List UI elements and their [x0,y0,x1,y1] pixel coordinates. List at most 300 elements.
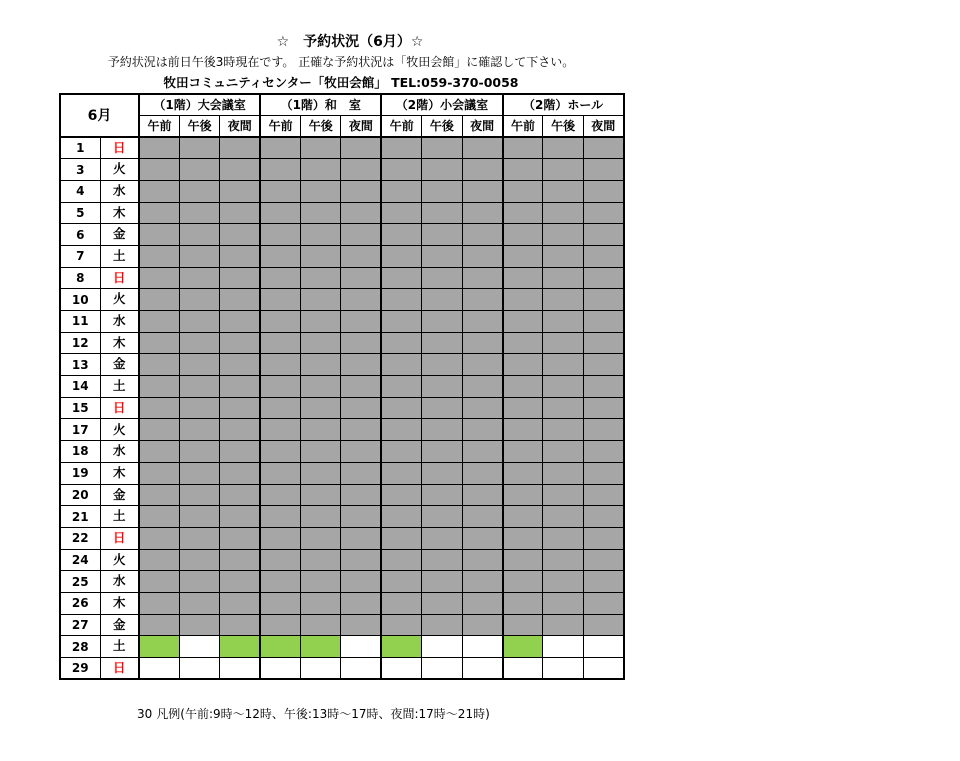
slot-cell [583,267,623,289]
day-number: 24 [60,549,100,571]
weekday: 金 [100,354,139,376]
slot-cell [583,159,623,181]
weekday: 水 [100,180,139,202]
slot-cell [503,506,543,528]
slot-cell [220,549,260,571]
slot-cell [301,354,341,376]
slot-cell [381,462,421,484]
slot-cell [139,484,179,506]
slot-cell [543,419,583,441]
slot-cell [503,549,543,571]
slot-cell [543,592,583,614]
slot-cell [139,462,179,484]
slot-cell [422,332,462,354]
slot-cell [301,159,341,181]
slot-cell [422,311,462,333]
slot-cell [381,636,421,658]
slot-cell [462,397,502,419]
slot-cell [583,658,623,680]
slot-cell [139,202,179,224]
slot-cell [179,354,219,376]
table-row [60,137,624,159]
slot-cell [381,311,421,333]
slot-cell [220,332,260,354]
slot-cell [543,354,583,376]
slot-cell [139,376,179,398]
slot-cell [301,636,341,658]
slot-cell [422,462,462,484]
slot-cell [260,202,300,224]
slot-cell [139,354,179,376]
slot-cell [301,484,341,506]
weekday: 土 [100,245,139,267]
slot-cell [381,376,421,398]
slot-cell [260,332,300,354]
slot-cell [422,289,462,311]
slot-cell [503,245,543,267]
slot-cell [220,311,260,333]
slot-cell [220,571,260,593]
table-row [60,484,624,506]
slot-cell [179,636,219,658]
slot-cell [462,506,502,528]
slot-cell [462,224,502,246]
slot-cell [179,462,219,484]
slot-cell [220,527,260,549]
slot-cell [301,614,341,636]
slot-header-afternoon: 午後 [179,115,219,137]
slot-cell [220,506,260,528]
slot-cell [341,354,381,376]
slot-cell [503,419,543,441]
reservation-table [59,93,625,680]
slot-cell [462,549,502,571]
table-row [60,462,624,484]
table-row [60,159,624,181]
slot-cell [260,267,300,289]
slot-cell [260,462,300,484]
table-row [60,224,624,246]
slot-cell [462,267,502,289]
slot-cell [583,224,623,246]
slot-cell [543,658,583,680]
slot-cell [139,419,179,441]
table-row [60,376,624,398]
slot-cell [341,484,381,506]
slot-cell [503,202,543,224]
slot-cell [543,137,583,159]
slot-cell [301,245,341,267]
slot-cell [301,224,341,246]
weekday: 木 [100,202,139,224]
slot-cell [179,549,219,571]
slot-cell [301,658,341,680]
slot-cell [503,267,543,289]
table-row [60,397,624,419]
weekday: 木 [100,462,139,484]
slot-cell [341,658,381,680]
slot-cell [381,658,421,680]
slot-cell [260,658,300,680]
slot-cell [381,245,421,267]
slot-cell [462,614,502,636]
slot-cell [260,571,300,593]
slot-cell [503,332,543,354]
slot-cell [381,571,421,593]
slot-cell [422,137,462,159]
slot-cell [260,311,300,333]
table-row [60,354,624,376]
slot-cell [260,636,300,658]
slot-cell [301,267,341,289]
slot-cell [139,571,179,593]
legend-number: 30 [137,707,153,721]
slot-cell [341,332,381,354]
slot-cell [583,137,623,159]
weekday: 日 [100,137,139,159]
slot-cell [543,614,583,636]
slot-header-evening: 夜間 [341,115,381,137]
slot-cell [422,484,462,506]
slot-cell [341,397,381,419]
slot-cell [543,180,583,202]
month-label: 6月 [60,94,139,137]
slot-cell [422,354,462,376]
slot-cell [179,527,219,549]
slot-cell [220,159,260,181]
day-number: 5 [60,202,100,224]
weekday: 日 [100,397,139,419]
room-header-hall: （2階）ホール [503,94,624,115]
slot-cell [341,527,381,549]
slot-cell [260,224,300,246]
slot-cell [543,441,583,463]
day-number: 15 [60,397,100,419]
slot-cell [543,397,583,419]
day-number: 13 [60,354,100,376]
slot-cell [422,441,462,463]
slot-cell [543,267,583,289]
slot-header-afternoon: 午後 [422,115,462,137]
slot-cell [503,311,543,333]
slot-cell [462,592,502,614]
slot-cell [301,462,341,484]
slot-cell [583,506,623,528]
slot-cell [341,441,381,463]
slot-cell [422,159,462,181]
slot-cell [179,137,219,159]
slot-cell [583,376,623,398]
weekday: 日 [100,267,139,289]
slot-cell [462,571,502,593]
slot-cell [583,202,623,224]
slot-cell [422,506,462,528]
slot-cell [341,376,381,398]
slot-cell [179,245,219,267]
slot-cell [462,289,502,311]
table-row [60,506,624,528]
day-number: 28 [60,636,100,658]
slot-cell [179,397,219,419]
slot-cell [341,159,381,181]
slot-cell [179,289,219,311]
slot-cell [503,397,543,419]
slot-cell [260,159,300,181]
slot-cell [139,549,179,571]
slot-cell [179,419,219,441]
slot-cell [462,419,502,441]
slot-cell [381,484,421,506]
slot-cell [422,614,462,636]
slot-cell [381,506,421,528]
slot-cell [422,658,462,680]
slot-cell [341,419,381,441]
slot-cell [543,245,583,267]
page-title: ☆ 予約状況（6月）☆ [276,34,424,50]
table-row [60,202,624,224]
slot-cell [583,289,623,311]
slot-cell [583,354,623,376]
slot-cell [381,354,421,376]
day-number: 10 [60,289,100,311]
slot-cell [220,397,260,419]
slot-cell [503,571,543,593]
slot-cell [503,441,543,463]
slot-cell [139,636,179,658]
table-row [60,636,624,658]
slot-cell [462,441,502,463]
slot-cell [503,180,543,202]
day-number: 29 [60,658,100,680]
slot-cell [583,397,623,419]
table-row [60,571,624,593]
slot-cell [422,636,462,658]
slot-cell [381,137,421,159]
slot-cell [543,159,583,181]
slot-cell [341,267,381,289]
slot-cell [422,397,462,419]
slot-cell [260,506,300,528]
day-number: 14 [60,376,100,398]
room-header-small-hall: （2階）小会議室 [381,94,502,115]
slot-cell [301,332,341,354]
slot-header-evening: 夜間 [583,115,623,137]
slot-cell [220,484,260,506]
slot-cell [381,224,421,246]
day-number: 8 [60,267,100,289]
slot-cell [422,571,462,593]
slot-cell [462,245,502,267]
slot-cell [301,180,341,202]
table-row [60,311,624,333]
slot-cell [301,202,341,224]
weekday: 土 [100,506,139,528]
slot-cell [422,202,462,224]
slot-header-morning: 午前 [381,115,421,137]
slot-cell [462,354,502,376]
slot-cell [139,658,179,680]
slot-cell [301,571,341,593]
slot-cell [260,354,300,376]
slot-cell [422,180,462,202]
day-number: 19 [60,462,100,484]
slot-cell [503,592,543,614]
slot-cell [139,397,179,419]
slot-cell [139,159,179,181]
slot-cell [462,137,502,159]
slot-header-afternoon: 午後 [301,115,341,137]
slot-cell [462,202,502,224]
slot-cell [462,311,502,333]
slot-cell [341,289,381,311]
slot-cell [422,592,462,614]
weekday: 日 [100,527,139,549]
slot-cell [220,267,260,289]
slot-cell [139,592,179,614]
slot-cell [503,289,543,311]
slot-cell [220,224,260,246]
table-row [60,245,624,267]
slot-cell [301,376,341,398]
slot-header-evening: 夜間 [220,115,260,137]
slot-cell [260,484,300,506]
slot-cell [583,441,623,463]
slot-cell [503,484,543,506]
slot-cell [260,441,300,463]
slot-cell [381,549,421,571]
slot-cell [220,180,260,202]
weekday: 土 [100,376,139,398]
slot-cell [583,636,623,658]
slot-cell [462,159,502,181]
weekday: 火 [100,419,139,441]
slot-cell [583,332,623,354]
slot-cell [462,180,502,202]
slot-cell [220,354,260,376]
slot-cell [301,592,341,614]
day-number: 1 [60,137,100,159]
header-row-rooms [60,94,624,115]
slot-cell [220,289,260,311]
slot-cell [543,224,583,246]
slot-cell [381,614,421,636]
legend [137,705,494,722]
slot-cell [220,658,260,680]
slot-cell [583,311,623,333]
slot-cell [139,441,179,463]
slot-cell [381,397,421,419]
slot-cell [381,419,421,441]
slot-cell [139,289,179,311]
weekday: 金 [100,484,139,506]
slot-cell [301,419,341,441]
slot-cell [341,311,381,333]
slot-cell [543,571,583,593]
slot-cell [179,506,219,528]
slot-cell [341,506,381,528]
slot-cell [422,267,462,289]
slot-cell [341,202,381,224]
slot-cell [301,527,341,549]
room-header-japanese-room: （1階）和 室 [260,94,381,115]
slot-cell [301,289,341,311]
slot-cell [462,462,502,484]
slot-cell [179,376,219,398]
slot-cell [139,245,179,267]
slot-cell [422,527,462,549]
slot-header-evening: 夜間 [462,115,502,137]
weekday: 水 [100,311,139,333]
slot-cell [179,571,219,593]
slot-cell [260,527,300,549]
day-number: 17 [60,419,100,441]
slot-cell [583,180,623,202]
weekday: 木 [100,332,139,354]
slot-cell [220,245,260,267]
slot-cell [583,571,623,593]
table-row [60,180,624,202]
slot-cell [139,332,179,354]
slot-cell [543,506,583,528]
weekday: 木 [100,592,139,614]
slot-header-morning: 午前 [260,115,300,137]
slot-cell [583,419,623,441]
weekday: 土 [100,636,139,658]
slot-cell [503,224,543,246]
slot-cell [260,614,300,636]
slot-cell [422,549,462,571]
day-number: 20 [60,484,100,506]
slot-cell [179,224,219,246]
slot-cell [179,202,219,224]
slot-cell [301,137,341,159]
slot-cell [139,506,179,528]
slot-cell [260,289,300,311]
slot-cell [260,245,300,267]
slot-cell [583,462,623,484]
slot-cell [179,332,219,354]
table-row [60,267,624,289]
slot-cell [179,267,219,289]
slot-cell [503,527,543,549]
slot-cell [503,159,543,181]
slot-cell [139,180,179,202]
slot-cell [179,614,219,636]
slot-cell [381,267,421,289]
slot-cell [543,527,583,549]
table-row [60,592,624,614]
slot-cell [381,332,421,354]
slot-cell [462,658,502,680]
slot-cell [220,592,260,614]
slot-cell [543,376,583,398]
slot-cell [301,506,341,528]
slot-cell [422,245,462,267]
slot-header-afternoon: 午後 [543,115,583,137]
slot-cell [503,636,543,658]
slot-cell [179,441,219,463]
day-number: 27 [60,614,100,636]
slot-cell [583,245,623,267]
slot-cell [341,462,381,484]
slot-cell [341,549,381,571]
slot-cell [139,614,179,636]
slot-cell [301,441,341,463]
slot-cell [260,419,300,441]
slot-cell [341,592,381,614]
slot-cell [503,614,543,636]
slot-cell [301,549,341,571]
